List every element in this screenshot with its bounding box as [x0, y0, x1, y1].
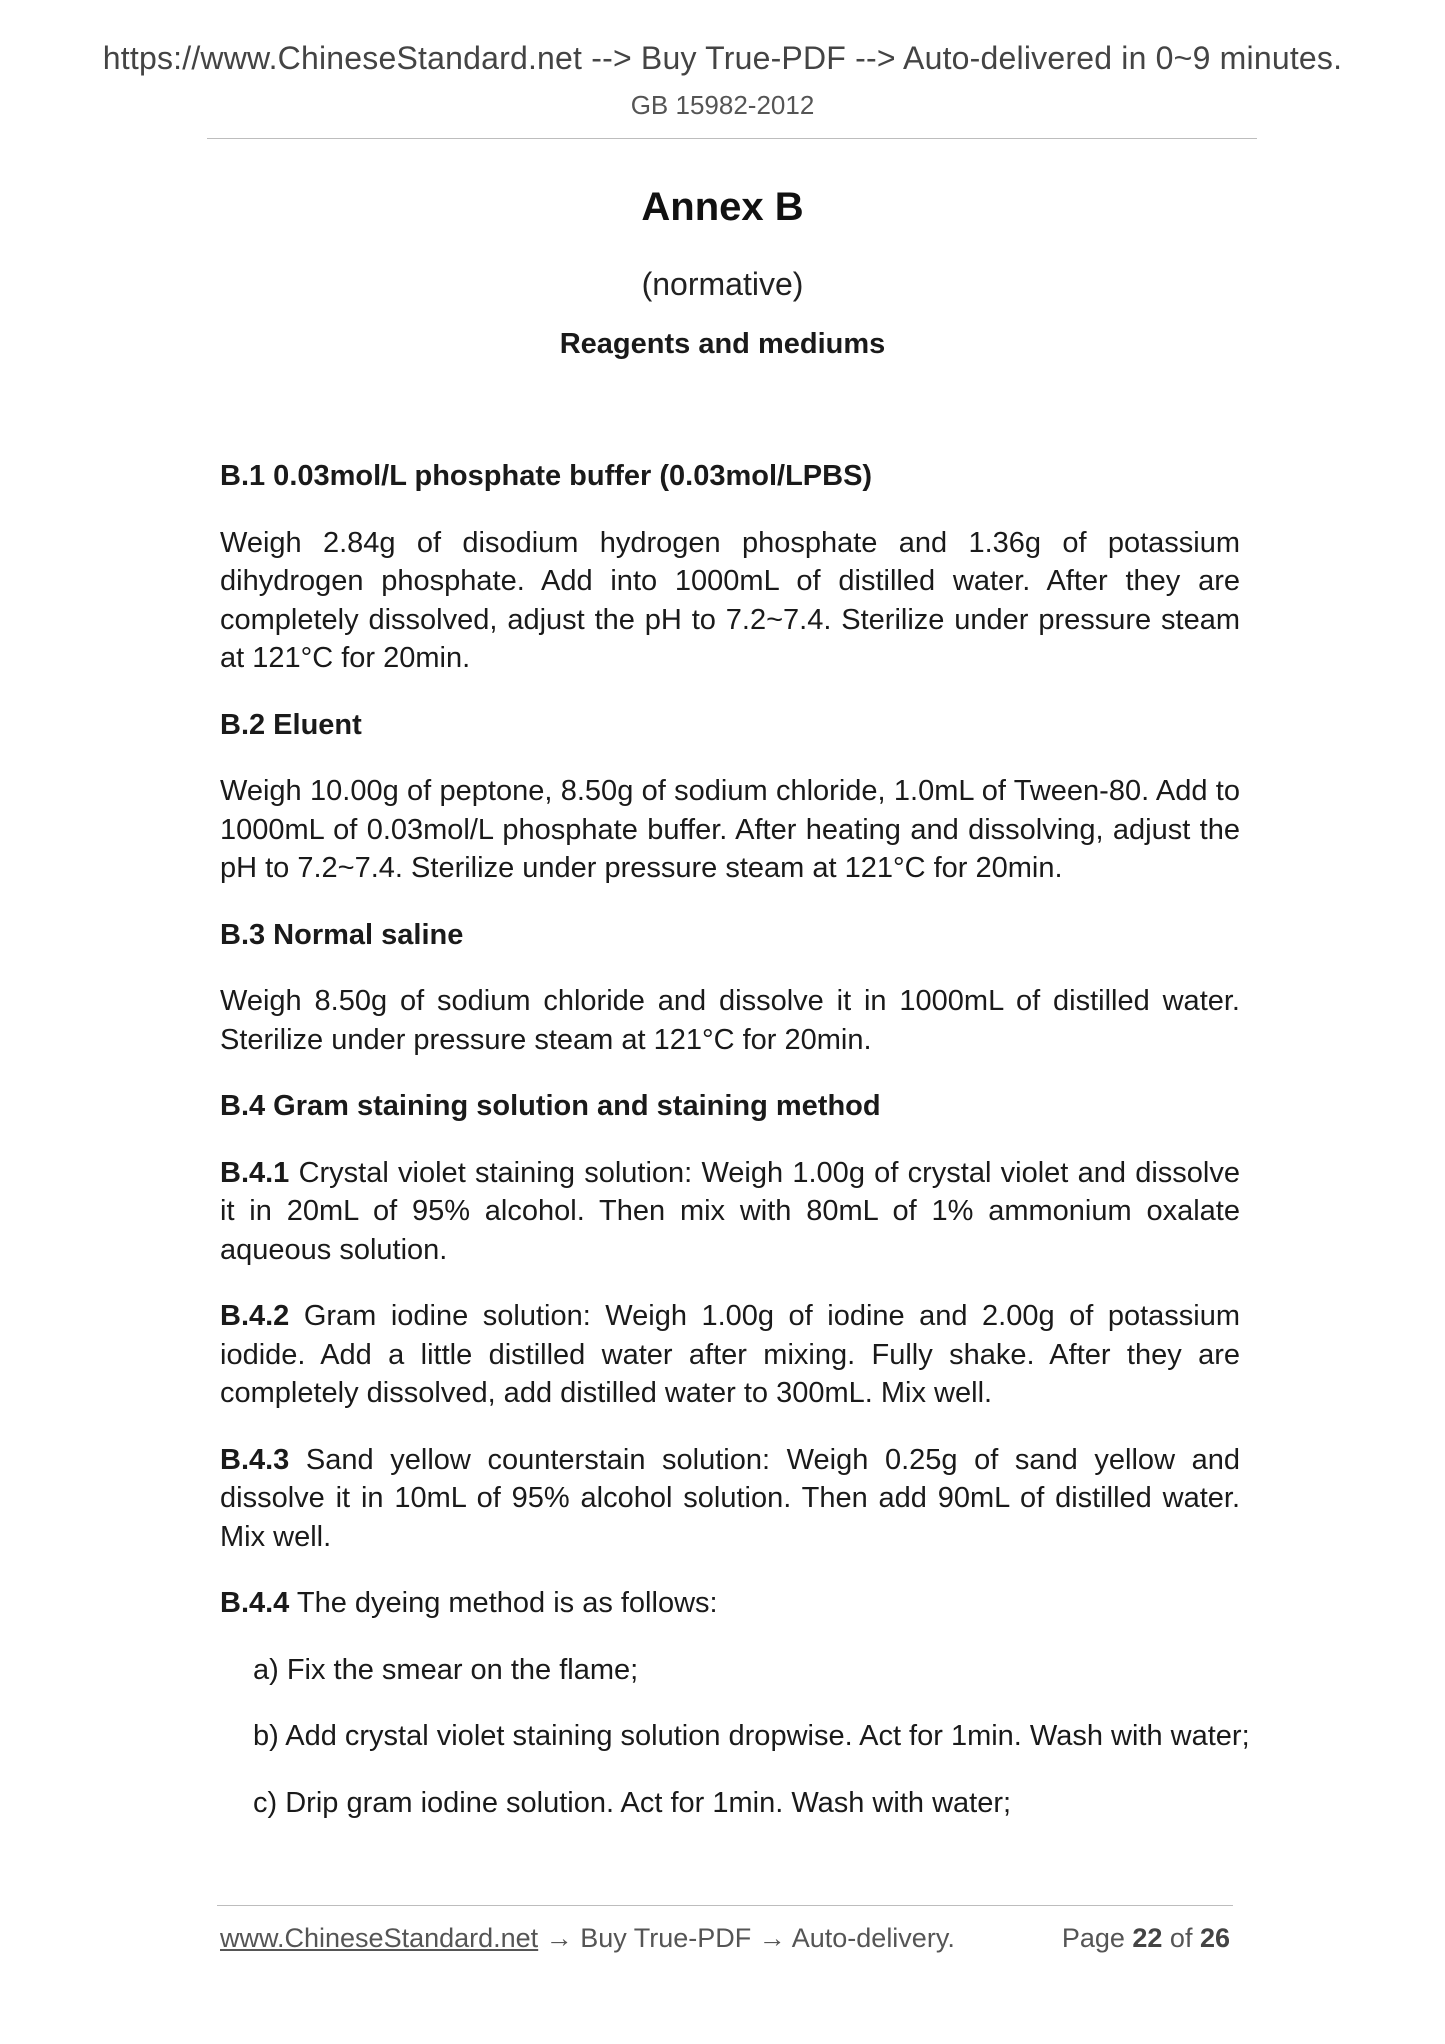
annex-type: (normative)	[641, 266, 804, 302]
list-item: b) Add crystal violet staining solution dropwise. Act for 1min. Wash with water;	[253, 1720, 1250, 1752]
annex-title: Annex B	[641, 185, 804, 229]
section-text-b2: Weigh 10.00g of peptone, 8.50g of sodium chloride, 1.0mL of Tween-80. Add to 1000mL of 0.03mol/L phosphate buffer. After heating and dissolving, adjust the pH to 7.2~7.4. Sterilize under pressure steam at 121°C for 20min.	[220, 775, 1240, 884]
section-heading-b3: B.3 Normal saline	[220, 918, 464, 951]
page-total: 26	[1199, 1923, 1230, 1953]
document-body	[220, 457, 1250, 1822]
list-item: c) Drip gram iodine solution. Act for 1min. Wash with water;	[253, 1786, 1012, 1819]
clause-b42	[220, 1297, 1240, 1413]
clause-text: Gram iodine solution: Weigh 1.00g of iodine and 2.00g of potassium iodide. Add a little distilled water after mixing. Fully shake. After they are completely dissolved, add distilled water to 300mL. Mix well.	[220, 1300, 1240, 1409]
section-heading-b4: B.4 Gram staining solution and staining method	[220, 1090, 881, 1122]
clause-text: The dyeing method is as follows:	[289, 1587, 718, 1619]
page-footer	[220, 1923, 1230, 1954]
footer-divider	[217, 1905, 1233, 1906]
document-code: GB 15982-2012	[630, 90, 815, 120]
list-item: a) Fix the smear on the flame;	[253, 1653, 639, 1686]
clause-number: B.4.3	[220, 1443, 290, 1476]
footer-tagline: → Buy True-PDF → Auto-delivery.	[538, 1923, 955, 1953]
section-heading-b1: B.1 0.03mol/L phosphate buffer (0.03mol/LPBS)	[220, 460, 873, 492]
clause-text: Sand yellow counterstain solution: Weigh 0.25g of sand yellow and dissolve it in 10mL of 95% alcohol solution. Then add 90mL of distilled water. Mix well.	[220, 1443, 1240, 1553]
page-of-label: of	[1162, 1923, 1200, 1953]
clause-number: B.4.4	[220, 1587, 290, 1619]
clause-b44	[220, 1584, 1240, 1623]
clause-number: B.4.2	[220, 1300, 290, 1332]
page-current: 22	[1132, 1923, 1163, 1953]
top-banner: https://www.ChineseStandard.net --> Buy True-PDF --> Auto-delivered in 0~9 minutes.	[102, 40, 1343, 76]
clause-b41	[220, 1154, 1240, 1270]
page-indicator	[1062, 1923, 1230, 1954]
header-divider	[207, 138, 1257, 139]
page-label: Page	[1061, 1923, 1133, 1953]
section-heading-b2: B.2 Eluent	[220, 708, 362, 741]
clause-text: Crystal violet staining solution: Weigh 1.00g of crystal violet and dissolve it in 20mL of 95% alcohol. Then mix with 80mL of 1% ammonium oxalate aqueous solution.	[220, 1156, 1240, 1266]
clause-number: B.4.1	[220, 1156, 290, 1189]
section-text-b3: Weigh 8.50g of sodium chloride and dissolve it in 1000mL of distilled water. Sterilize under pressure steam at 121°C for 20min.	[220, 985, 1240, 1056]
annex-subtitle: Reagents and mediums	[559, 328, 886, 360]
section-text-b1: Weigh 2.84g of disodium hydrogen phosphate and 1.36g of potassium dihydrogen phosphate. Add into 1000mL of distilled water. After they are completely dissolved, adjust the pH to 7.2~7.4. Sterilize under pressure steam at 121°C for 20min.	[220, 526, 1240, 674]
footer-site-link[interactable]: www.ChineseStandard.net	[220, 1923, 539, 1953]
clause-b43	[220, 1441, 1240, 1557]
dyeing-steps-list	[220, 1651, 1313, 1823]
